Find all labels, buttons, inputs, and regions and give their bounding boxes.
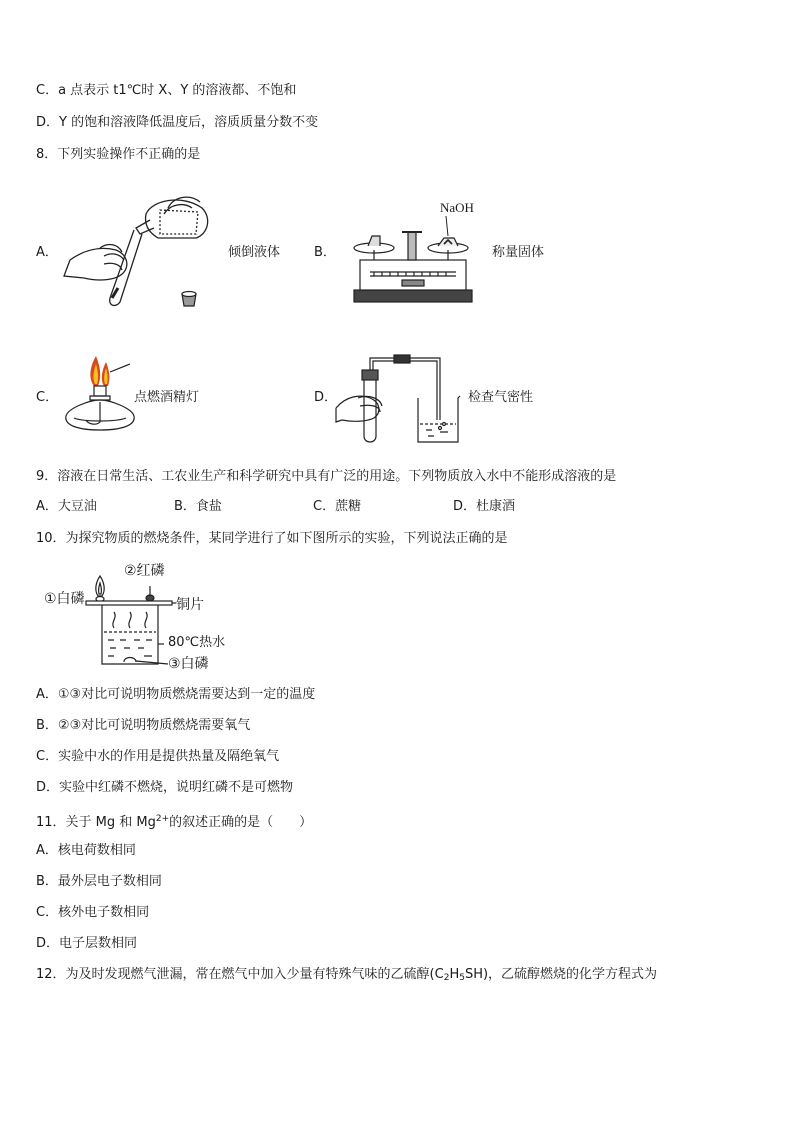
q9-option-c: C．蔗糖 [313, 499, 362, 514]
q12-subscript-2: 5 [459, 973, 465, 983]
label-copper-plate: 铜片 [176, 597, 204, 613]
q10-option-d: D．实验中红磷不燃烧，说明红磷不是可燃物 [36, 780, 294, 795]
q8-stem: 8．下列实验操作不正确的是 [36, 147, 201, 162]
pouring-liquid-illustration [60, 190, 220, 320]
q11-superscript: 2+ [155, 814, 170, 824]
combustion-experiment-figure [80, 572, 180, 672]
q11-stem [36, 810, 312, 832]
q7-option-c: C．a 点表示 t1℃时 X、Y 的溶液都、不饱和 [36, 83, 297, 98]
q12-stem [36, 966, 657, 987]
q11-stem-part2: 的叙述正确的是（ ） [169, 815, 313, 830]
q12-stem-part2: SH)，乙硫醇燃烧的化学方程式为 [464, 967, 658, 982]
q8-c-caption: 点燃酒精灯 [134, 390, 200, 405]
q8-a-letter: A． [36, 245, 58, 260]
q8-b-letter: B． [314, 245, 336, 260]
q9-option-a: A．大豆油 [36, 499, 97, 514]
naoh-label: NaOH [440, 200, 474, 215]
q9-option-d: D．杜康酒 [453, 499, 516, 514]
q8-c-letter: C． [36, 390, 59, 405]
q12-subscript-1: 2 [443, 973, 450, 983]
label-white-phosphorus-1: ①白磷 [44, 591, 85, 607]
label-white-phosphorus-3: ③白磷 [168, 656, 209, 672]
q11-option-b: B．最外层电子数相同 [36, 874, 162, 889]
q8-d-caption: 检查气密性 [468, 390, 534, 405]
q11-option-a: A．核电荷数相同 [36, 843, 136, 858]
q8-a-caption: 倾倒液体 [228, 245, 281, 260]
q10-option-a: A．①③对比可说明物质燃烧需要达到一定的温度 [36, 687, 316, 702]
airtightness-check-illustration [336, 350, 466, 446]
q10-option-b: B．②③对比可说明物质燃烧需要氧气 [36, 718, 251, 733]
q9-stem: 9．溶液在日常生活、工农业生产和科学研究中具有广泛的用途。下列物质放入水中不能形成溶液的是 [36, 469, 617, 484]
q8-d-letter: D． [314, 390, 338, 405]
label-hot-water: 80℃热水 [168, 635, 226, 650]
q7-option-d: D．Y 的饱和溶液降低温度后，溶质质量分数不变 [36, 115, 319, 130]
balance-scale-illustration [350, 214, 480, 306]
q12-stem-part1: 12．为及时发现燃气泄漏，常在燃气中加入少量有特殊气味的乙硫醇(C [36, 967, 444, 982]
q9-option-b: B．食盐 [174, 499, 222, 514]
q8-b-caption: 称量固体 [492, 245, 545, 260]
q11-option-d: D．电子层数相同 [36, 936, 138, 951]
alcohol-lamp-illustration [60, 352, 140, 434]
q11-option-c: C．核外电子数相同 [36, 905, 150, 920]
q10-stem: 10．为探究物质的燃烧条件，某同学进行了如下图所示的实验，下列说法正确的是 [36, 531, 508, 546]
q12-stem-mid: H [449, 967, 460, 982]
q11-stem-part1: 11．关于 Mg 和 Mg [36, 815, 156, 830]
label-red-phosphorus: ②红磷 [124, 563, 165, 579]
q10-option-c: C．实验中水的作用是提供热量及隔绝氧气 [36, 749, 280, 764]
